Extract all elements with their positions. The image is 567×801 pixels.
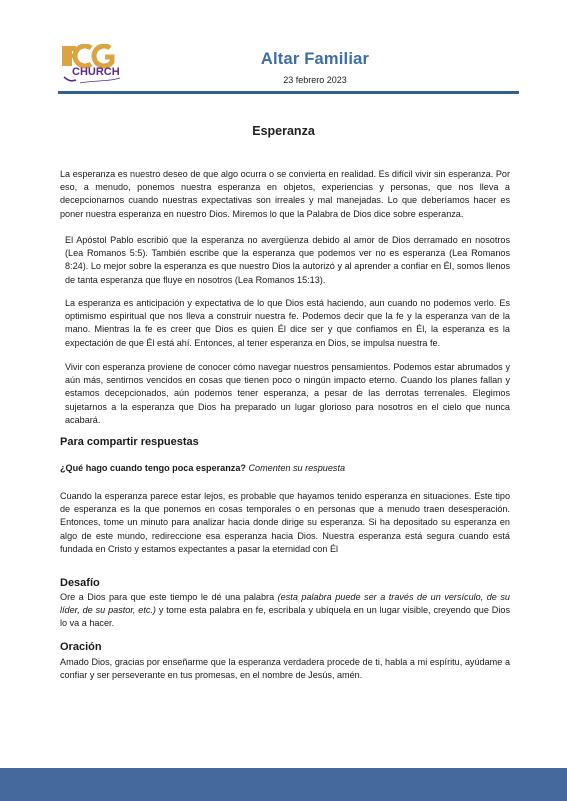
document-title: Esperanza (252, 124, 315, 138)
header-date: 23 febrero 2023 (283, 75, 347, 85)
paragraph-living-hope: Vivir con esperanza proviene de conocer cómo navegar nuestros pensamientos. Podemos estar abrumados y aún más, sentirnos vencidos en cosas que tienen poco o ningún impacto eterno. Cuando los planes fallan y estamos decepcionados, aún podemos tener esperanza, a pesar de las derrotas terrenales. Elegimos sujetarnos a la esperanza que Dios ha preparado un lugar glorioso para nosotros en el cielo que nunca acabará. (65, 362, 510, 425)
svg-text:CHURCH: CHURCH (72, 66, 120, 78)
prayer-heading: Oración (60, 641, 102, 653)
challenge-text-italic: (esta palabra puede ser a través de un versículo, de su líder, de su pastor, etc.) (60, 592, 510, 616)
question-note: Comenten su respuesta (248, 463, 346, 473)
share-answer: Cuando la esperanza parece estar lejos, es probable que hayamos tenido esperanza en situaciones. Este tipo de esperanza es la que ponemos en cosas temporales o en personas que a menudo traen desesperación. Entonces, tome un minuto para analizar hacia donde dirige su esperanza. Si ha depositado su esperanza en algo de este mundo, redireccione esa esperanza hacia Dios. Nuestra esperanza está segura cuando está fundada en Cristo y estamos expectantes a pasar la eternidad con Él (60, 491, 510, 554)
footer-band (0, 768, 567, 801)
church-logo (58, 44, 128, 86)
church-logo-graphic (58, 44, 128, 86)
share-question (60, 463, 345, 473)
paragraph-intro: La esperanza es nuestro deseo de que algo ocurra o se convierta en realidad. Es difícil vivir sin esperanza. Por eso, a menudo, ponemos nuestra esperanza en objetos, experiencias y personas, que nos lleva a decepcionarnos cuando nuestras expectativas son irreales y mal manejadas. Lo que deberíamos hacer es poner nuestra esperanza en nuestro Dios. Miremos lo que la Palabra de Dios dice sobre esperanza. (60, 169, 510, 219)
header-title: Altar Familiar (260, 50, 370, 68)
challenge-heading: Desafío (60, 577, 100, 589)
challenge-text-start: Ore a Dios para que este tiempo le dé una palabra (60, 592, 278, 602)
header-divider (58, 91, 519, 94)
challenge-text (60, 591, 510, 631)
question-text: ¿Qué hago cuando tengo poca esperanza? (60, 463, 246, 473)
share-heading: Para compartir respuestas (60, 436, 199, 448)
challenge-text-end: y tome esta palabra en fe, escríbala y ubíquela en un lugar visible, creyendo que Dios lo va a hacer. (60, 605, 510, 629)
paragraph-anticipation: La esperanza es anticipación y expectativa de lo que Dios está haciendo, aun cuando no podemos verlo. Es optimismo espiritual que nos lleva a construir nuestra fe. Podemos decir que la fe y la esperanza van de la mano. Mientras la fe es creer que Dios es quien Él dice ser y que confiamos en Él, la esperanza es la expectación de que Él está ahí. Entonces, al tener esperanza en Dios, se impulsa nuestra fe. (65, 298, 510, 348)
prayer-text: Amado Dios, gracias por enseñarme que la esperanza verdadera procede de ti, habla a mi espíritu, ayúdame a confiar y ser perseverante en tus promesas, en el nombre de Jesús, amén. (60, 657, 510, 681)
paragraph-pablo: El Apóstol Pablo escribió que la esperanza no avergüenza debido al amor de Dios derramado en nosotros (Lea Romanos 5:5). También escribe que la esperanza que podemos ver no es esperanza (Lea Romanos 8:24). Lo mejor sobre la esperanza es que nuestro Dios la autorizó y al aprender a confiar en Él, somos llenos de tanta esperanza que fluye en nosotros (Lea Romanos 15:13). (65, 235, 510, 285)
